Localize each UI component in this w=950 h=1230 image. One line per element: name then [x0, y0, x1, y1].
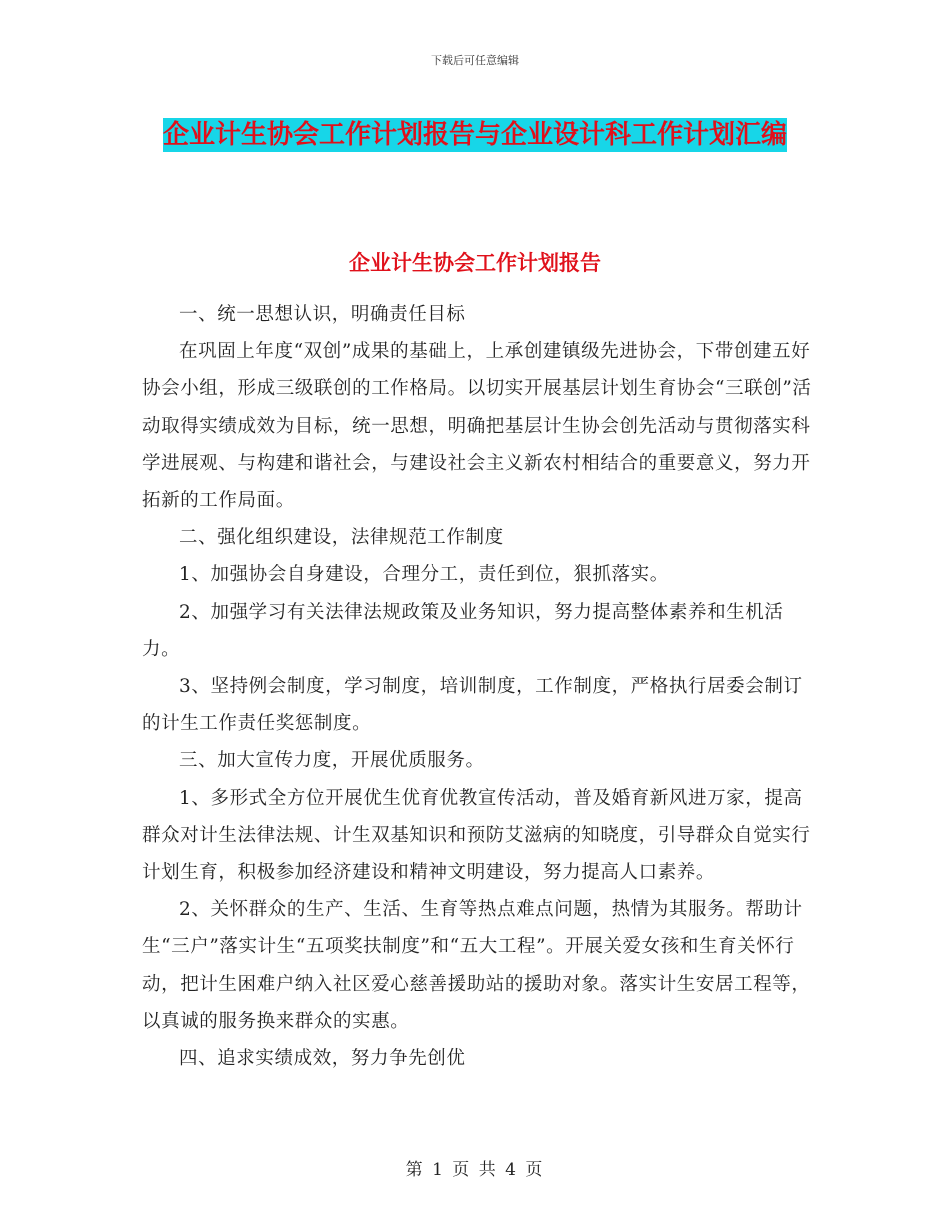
paragraph: 在巩固上年度“双创”成果的基础上，上承创建镇级先进协会，下带创建五好协会小组，形成三级联创的工作格局。以切实开展基层计划生育协会“三联创”活动取得实绩成效为目标，统一思想，明确把基层计生协会创先活动与贯彻落实科学进展观、与构建和谐社会，与建设社会主义新农村相结合的重要意义，努力开拓新的工作局面。	[142, 341, 812, 512]
section-title: 企业计生协会工作计划报告	[349, 251, 601, 275]
paragraph: 三、加大宣传力度，开展优质服务。	[179, 750, 485, 772]
paragraph: 3、坚持例会制度，学习制度，培训制度，工作制度，严格执行居委会制订的计生工作责任奖惩制度。	[142, 676, 803, 735]
page-number: 第 1 页 共 4 页	[405, 1160, 545, 1180]
paragraph: 二、强化组织建设，法律规范工作制度	[179, 527, 504, 549]
paragraph: 1、加强协会自身建设，合理分工，责任到位，狠抓落实。	[179, 564, 669, 586]
page-header-note: 下载后可任意编辑	[431, 54, 519, 67]
paragraph: 一、统一思想认识，明确责任目标	[179, 304, 466, 325]
document-title-text: 企业计生协会工作计划报告与企业设计科工作计划汇编	[162, 120, 787, 150]
paragraph: 1、多形式全方位开展优生优育优教宣传活动，普及婚育新风进万家，提高群众对计生法律法规、计生双基知识和预防艾滋病的知晓度，引导群众自觉实行计划生育，积极参加经济建设和精神文明建设，努力提高人口素养。	[142, 787, 811, 884]
document-title	[140, 112, 810, 158]
document-body	[142, 296, 812, 1077]
paragraph: 2、加强学习有关法律法规政策及业务知识，努力提高整体素养和生机活力。	[142, 601, 784, 660]
paragraph: 四、追求实绩成效，努力争先创优	[179, 1048, 466, 1070]
paragraph: 2、关怀群众的生产、生活、生育等热点难点问题，热情为其服务。帮助计生“三户”落实计生“五项奖扶制度”和“五大工程”。开展关爱女孩和生育关怀行动，把计生困难户纳入社区爱心慈善援助站的援助对象。落实计生安居工程等，以真诚的服务换来群众的实惠。	[142, 899, 811, 1032]
